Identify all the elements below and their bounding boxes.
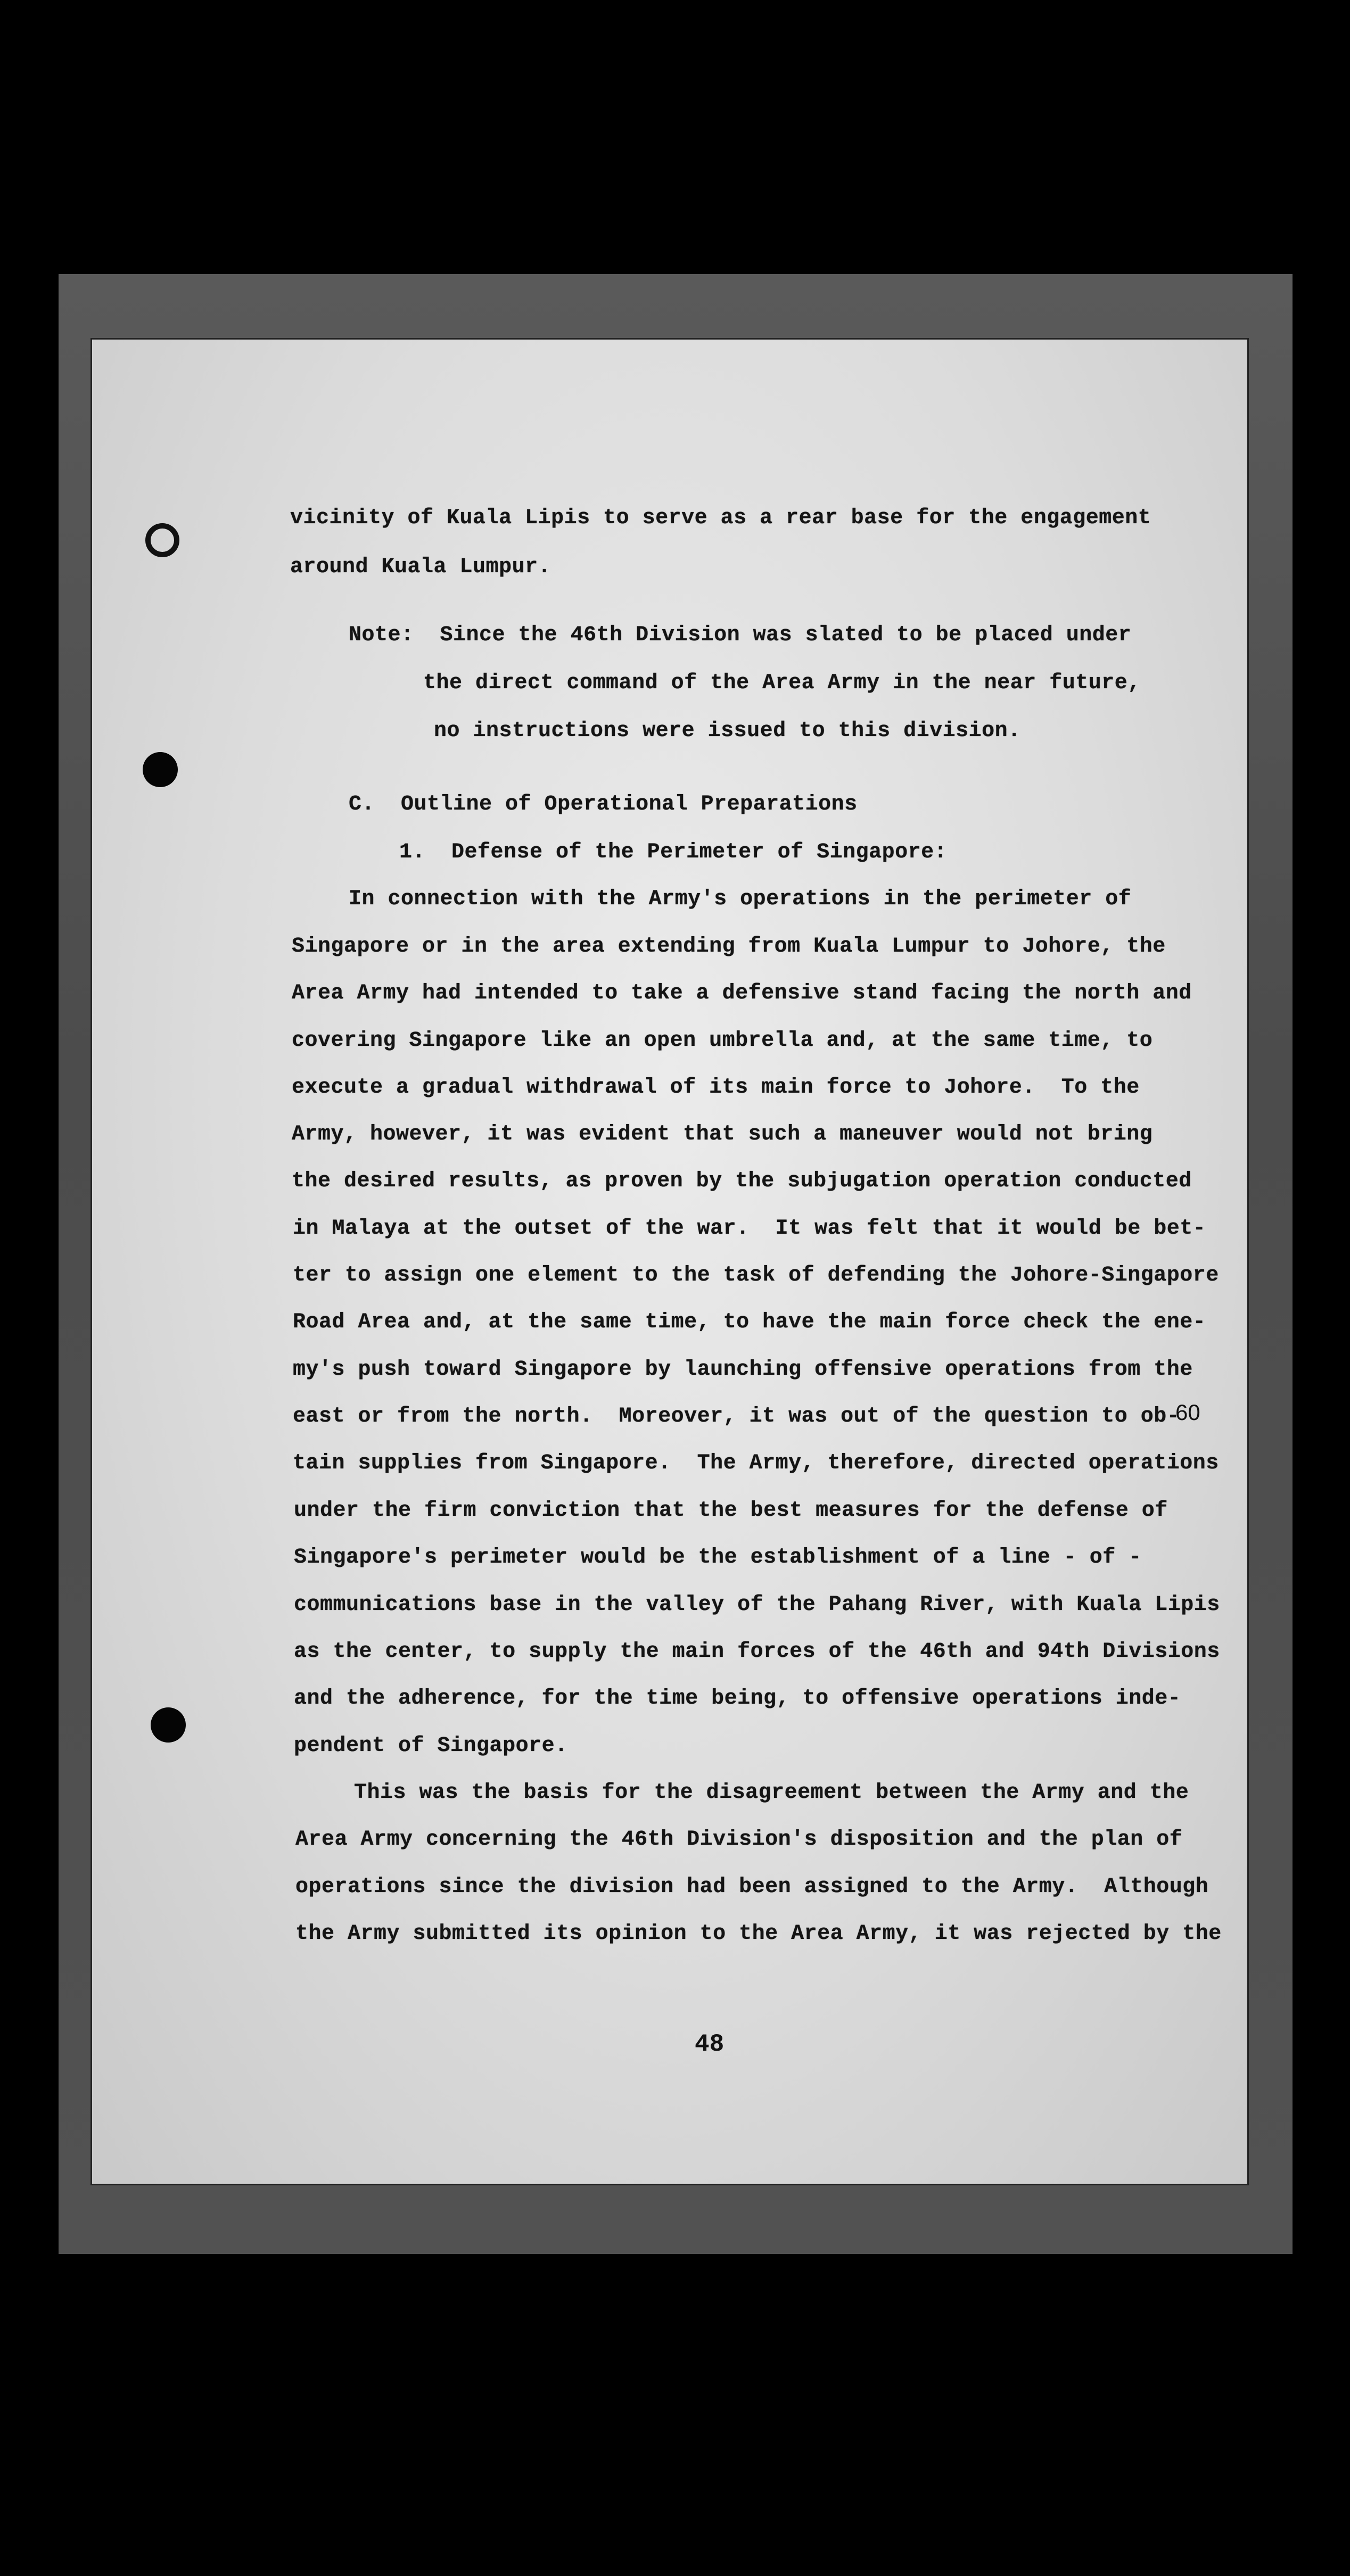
text-line: and the adherence, for the time being, to offensive operations inde- (294, 1687, 1181, 1711)
text-line: This was the basis for the disagreement between the Army and the (354, 1781, 1189, 1805)
note-line: the direct command of the Area Army in the near future, (423, 671, 1141, 695)
text-line: the Army submitted its opinion to the Area Army, it was rejected by the (295, 1922, 1222, 1946)
text-line: Area Army concerning the 46th Division's disposition and the plan of (295, 1828, 1183, 1852)
text-line: pendent of Singapore. (294, 1734, 568, 1758)
text-line: Army, however, it was evident that such a maneuver would not bring (292, 1122, 1153, 1146)
text-line: tain supplies from Singapore. The Army, therefore, directed operations (293, 1451, 1219, 1475)
punch-hole-icon (151, 1707, 186, 1743)
note-line: Note: Since the 46th Division was slated to be placed under (349, 623, 1132, 647)
text-line: Road Area and, at the same time, to have the main force check the ene- (293, 1310, 1206, 1334)
text-line: east or from the north. Moreover, it was out of the question to ob- (293, 1405, 1180, 1429)
text-line: communications base in the valley of the Pahang River, with Kuala Lipis (294, 1593, 1220, 1617)
text-line: Area Army had intended to take a defensive stand facing the north and (292, 981, 1192, 1005)
text-line: covering Singapore like an open umbrella and, at the same time, to (292, 1029, 1153, 1053)
document-page (90, 338, 1249, 2185)
text-line: as the center, to supply the main forces of the 46th and 94th Divisions (294, 1640, 1220, 1664)
text-line: execute a gradual withdrawal of its main force to Johore. To the (292, 1076, 1140, 1100)
punch-hole-icon (145, 523, 179, 557)
note-line: no instructions were issued to this division. (434, 719, 1021, 743)
text-line: in Malaya at the outset of the war. It was felt that it would be bet- (293, 1217, 1206, 1241)
punch-hole-icon (143, 752, 178, 787)
text-line: In connection with the Army's operations in the perimeter of (349, 887, 1132, 911)
text-line: vicinity of Kuala Lipis to serve as a rear base for the engagement (290, 506, 1151, 530)
text-line: around Kuala Lumpur. (290, 555, 551, 579)
text-line: ter to assign one element to the task of defending the Johore-Singapore (293, 1264, 1219, 1287)
subsection-heading: 1. Defense of the Perimeter of Singapore: (399, 840, 948, 864)
text-line: Singapore or in the area extending from Kuala Lumpur to Johore, the (292, 935, 1166, 959)
text-line: operations since the division had been assigned to the Army. Although (295, 1875, 1209, 1899)
margin-frame-number: 60 (1175, 1400, 1200, 1425)
text-line: under the firm conviction that the best measures for the defense of (294, 1499, 1168, 1523)
text-line: my's push toward Singapore by launching offensive operations from the (293, 1358, 1193, 1382)
section-heading: C. Outline of Operational Preparations (349, 792, 858, 816)
text-line: Singapore's perimeter would be the establishment of a line - of - (294, 1546, 1142, 1570)
page-number: 48 (695, 2030, 725, 2058)
text-line: the desired results, as proven by the subjugation operation conducted (292, 1169, 1192, 1193)
